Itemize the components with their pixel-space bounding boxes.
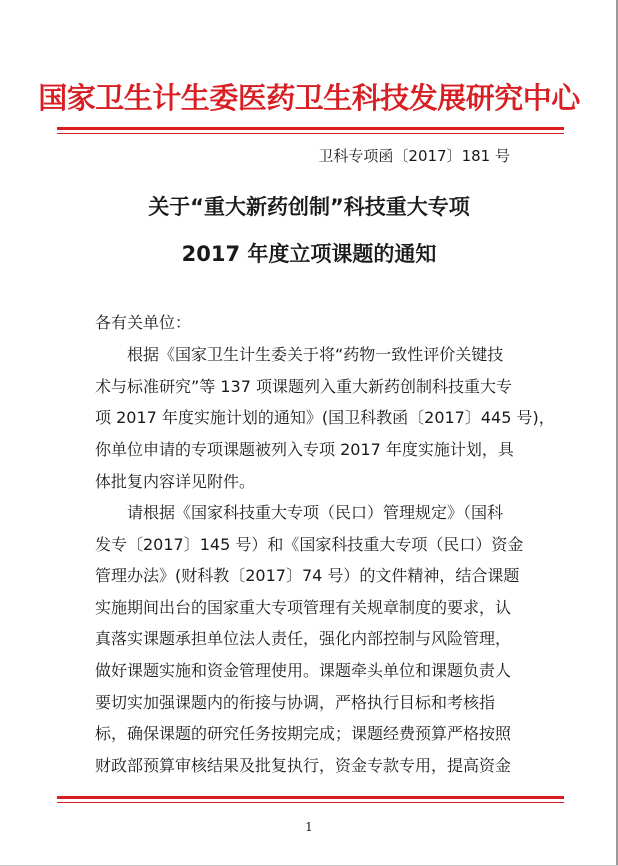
paragraph-line: 标，确保课题的研究任务按期完成；课题经费预算严格按照 xyxy=(95,724,512,743)
document-number: 卫科专项函〔2017〕181 号 xyxy=(318,147,510,165)
paragraph-line: 体批复内容详见附件。 xyxy=(95,472,256,491)
paragraph-line: 发专〔2017〕145 号）和《国家科技重大专项（民口）资金 xyxy=(95,535,524,554)
footer-rule-thin xyxy=(57,802,564,803)
paragraph-line: 你单位申请的专项课题被列入专项 2017 年度实施计划，具 xyxy=(95,440,514,459)
masthead-rule-thin xyxy=(57,133,564,134)
paragraph-line: 术与标准研究”等 137 项课题列入重大新药创制科技重大专 xyxy=(95,377,513,396)
page-number: 1 xyxy=(305,820,313,834)
footer-rule-thick xyxy=(57,796,564,799)
paragraph-line: 要切实加强课题内的衔接与协调，严格执行目标和考核指 xyxy=(95,693,496,712)
document-title-line-2: 2017 年度立项课题的通知 xyxy=(181,242,437,266)
paragraph-line: 财政部预算审核结果及批复执行，资金专款专用，提高资金 xyxy=(95,756,512,775)
paragraph-line: 根据《国家卫生计生委关于将“药物一致性评价关键技 xyxy=(127,345,504,364)
paragraph-line: 项 2017 年度实施计划的通知》(国卫科教函〔2017〕445 号)， xyxy=(95,408,555,427)
paragraph-line: 实施期间出台的国家重大专项管理有关规章制度的要求，认 xyxy=(95,598,512,617)
masthead-rule-thick xyxy=(57,127,564,130)
paragraph-line: 管理办法》(财科教〔2017〕74 号）的文件精神，结合课题 xyxy=(95,566,520,585)
paragraph-line: 请根据《国家科技重大专项（民口）管理规定》（国科 xyxy=(127,503,504,522)
paragraph-line: 做好课题实施和资金管理使用。课题牵头单位和课题负责人 xyxy=(95,661,512,680)
document-title-line-1: 关于“重大新药创制”科技重大专项 xyxy=(148,195,470,219)
paragraph-line: 真落实课题承担单位法人责任，强化内部控制与风险管理， xyxy=(95,629,512,648)
masthead-title: 国家卫生计生委医药卫生科技发展研究中心 xyxy=(38,81,580,115)
salutation: 各有关单位： xyxy=(95,313,192,332)
